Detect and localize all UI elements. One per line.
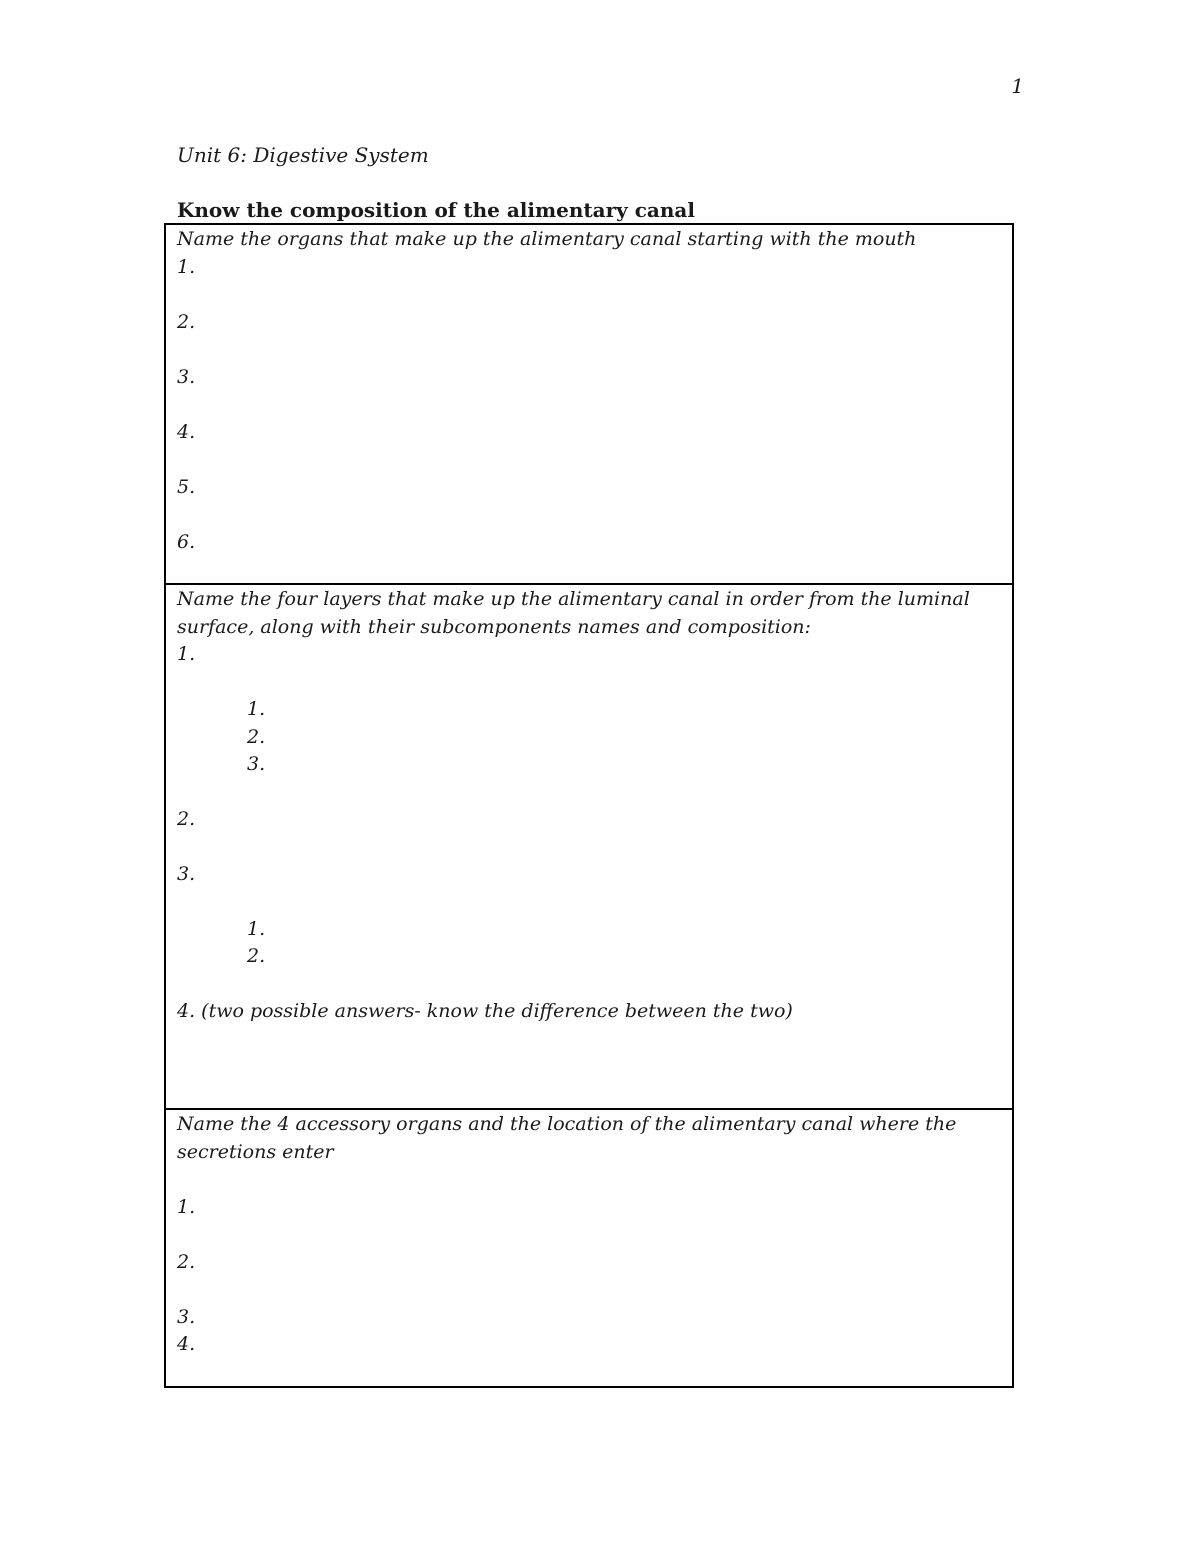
layers-item-1-sub-3: 3. <box>247 753 266 775</box>
layers-item-1-sub-2: 2. <box>247 726 266 748</box>
accessory-prompt-line-1: Name the 4 accessory organs and the location of the alimentary canal where the <box>177 1113 957 1135</box>
accessory-item-4: 4. <box>177 1333 196 1355</box>
layers-prompt-line-1: Name the four layers that make up the alimentary canal in order from the luminal <box>177 588 970 610</box>
layers-item-2: 2. <box>177 808 196 830</box>
organs-item-5: 5. <box>177 476 196 498</box>
layers-prompt-line-2: surface, along with their subcomponents names and composition: <box>177 616 811 638</box>
organs-item-1: 1. <box>177 256 196 278</box>
organs-item-2: 2. <box>177 311 196 333</box>
layers-item-1: 1. <box>177 643 196 665</box>
accessory-item-1: 1. <box>177 1196 196 1218</box>
layers-question-box <box>166 585 1012 1110</box>
organs-question-box <box>166 225 1012 585</box>
unit-title: Unit 6: Digestive System <box>177 143 429 167</box>
accessory-item-2: 2. <box>177 1251 196 1273</box>
layers-item-1-sub-1: 1. <box>247 698 266 720</box>
layers-item-3: 3. <box>177 863 196 885</box>
answer-table <box>164 223 1014 1388</box>
layers-item-3-sub-1: 1. <box>247 918 266 940</box>
page-number: 1 <box>1011 74 1024 98</box>
accessory-item-3: 3. <box>177 1306 196 1328</box>
organs-item-6: 6. <box>177 531 196 553</box>
accessory-prompt-line-2: secretions enter <box>177 1141 334 1163</box>
layers-item-3-sub-2: 2. <box>247 945 266 967</box>
organs-item-4: 4. <box>177 421 196 443</box>
layers-item-4: 4. (two possible answers- know the difference between the two) <box>177 1000 793 1022</box>
organs-prompt: Name the organs that make up the alimentary canal starting with the mouth <box>177 228 917 250</box>
accessory-organs-question-box <box>166 1110 1012 1388</box>
organs-item-3: 3. <box>177 366 196 388</box>
section-heading: Know the composition of the alimentary canal <box>177 198 695 222</box>
